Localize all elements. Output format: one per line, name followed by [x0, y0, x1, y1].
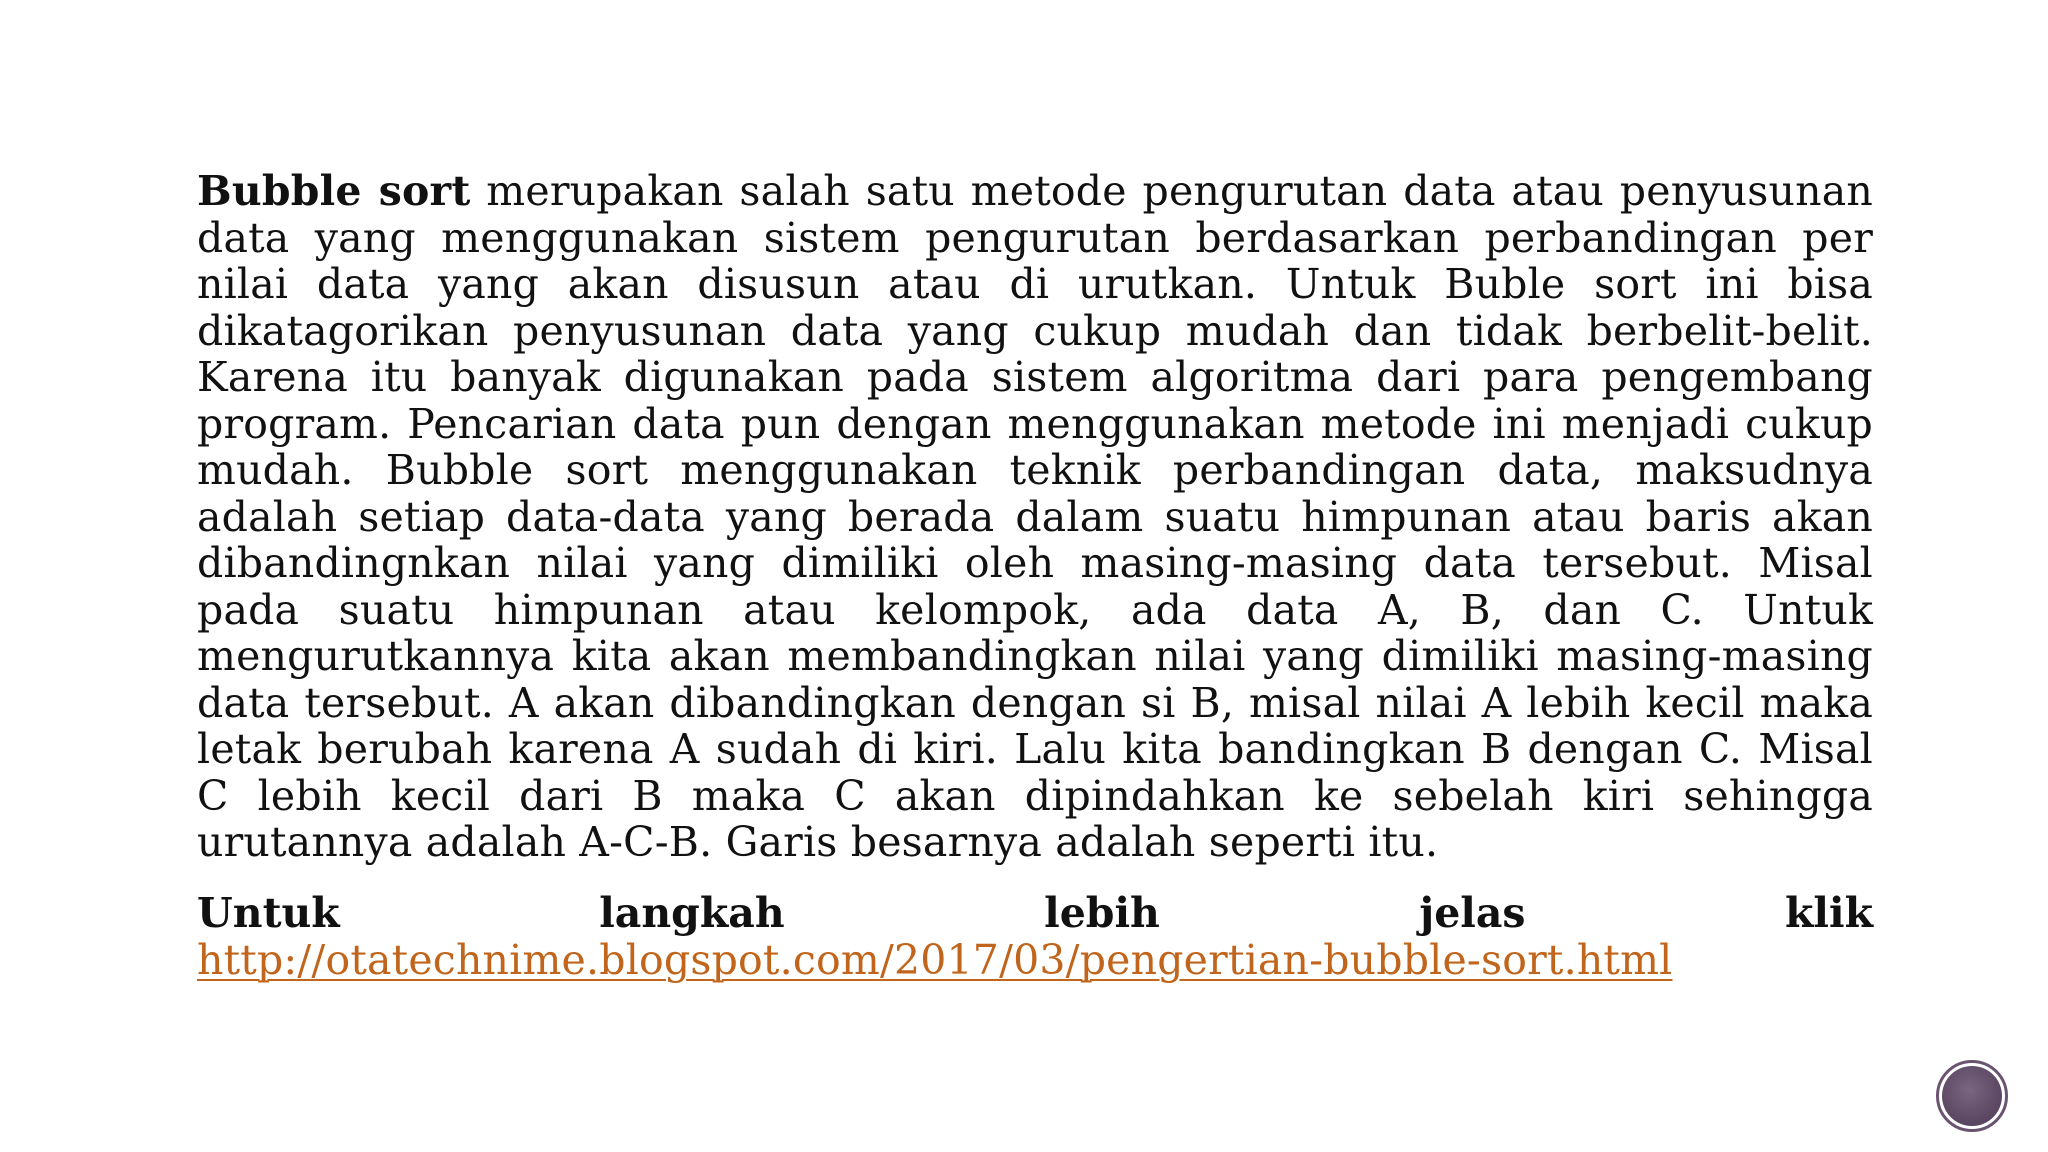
cta-word-5: klik — [1785, 888, 1873, 937]
cta-line — [197, 890, 1873, 937]
body-paragraph — [197, 168, 1873, 866]
slide-content — [197, 168, 1873, 984]
badge-circle-icon — [1942, 1066, 2002, 1126]
cta-word-1: Untuk — [197, 888, 340, 937]
slide-number-badge — [1936, 1060, 2008, 1132]
lead-term: Bubble sort — [197, 167, 471, 215]
cta-word-4: jelas — [1419, 888, 1526, 937]
cta-word-2: langkah — [599, 888, 785, 937]
body-text: merupakan salah satu metode pengurutan data atau penyusunan data yang menggunakan sistem pengurutan berdasarkan perbandingan per nilai data yang akan disusun atau di urutkan. Untuk Buble sort ini bisa dikatagorikan penyusunan data yang cukup mudah dan tidak berbelit-belit. Karena itu banyak digunakan pada sistem algoritma dari para pengembang program. Pencarian data pun dengan menggunakan metode ini menjadi cukup mudah. Bubble sort menggunakan teknik perbandingan data, maksudnya adalah setiap data-data yang berada dalam suatu himpunan atau baris akan dibandingnkan nilai yang dimiliki oleh masing-masing data tersebut. Misal pada suatu himpunan atau kelompok, ada data A, B, dan C. Untuk mengurutkannya kita akan membandingkan nilai yang dimiliki masing-masing data tersebut. A akan dibandingkan dengan si B, misal nilai A lebih kecil maka letak berubah karena A sudah di kiri. Lalu kita bandingkan B dengan C. Misal C lebih kecil dari B maka C akan dipindahkan ke sebelah kiri sehingga urutannya adalah A-C-B. Garis besarnya adalah seperti itu. — [197, 167, 1873, 866]
cta-word-3: lebih — [1044, 888, 1160, 937]
reference-link[interactable]: http://otatechnime.blogspot.com/2017/03/pengertian-bubble-sort.html — [197, 935, 1673, 984]
